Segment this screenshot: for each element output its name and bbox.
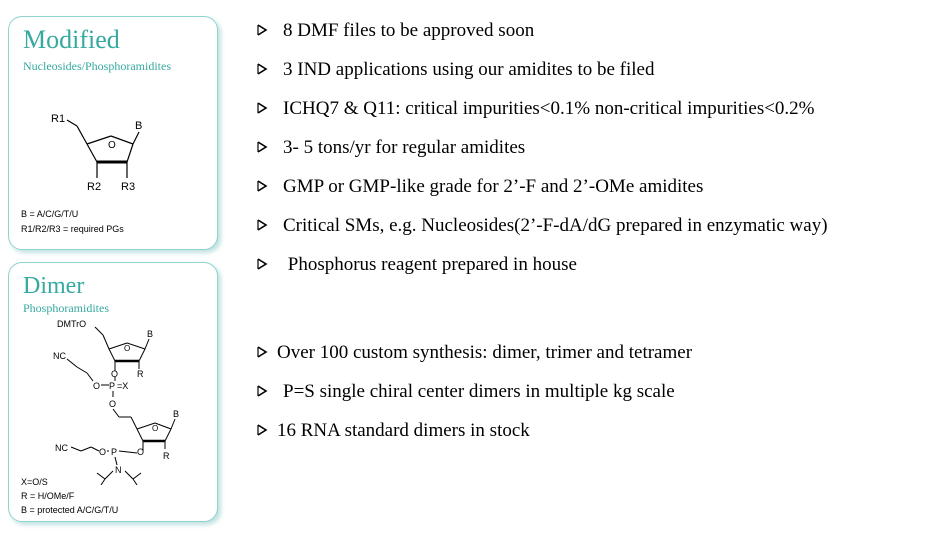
dimer-o3-label: O	[109, 399, 117, 409]
dimer-title: Dimer	[23, 273, 85, 299]
modified-title: Modified	[23, 25, 120, 54]
dimer-r1-label: R	[137, 369, 144, 379]
bullet-item: 3 IND applications using our amidites to be filed	[255, 59, 654, 81]
r1-label: R1	[51, 113, 66, 125]
modified-card	[8, 16, 218, 250]
r3-label: R3	[121, 181, 136, 193]
r2-label: R2	[87, 181, 102, 193]
dimer-r2-label: R	[163, 451, 170, 461]
base-label: B	[135, 120, 143, 132]
dimer-note-2: R = H/OMe/F	[21, 491, 75, 501]
modified-subtitle: Nucleosides/Phosphoramidites	[23, 59, 171, 73]
modified-note-2: R1/R2/R3 = required PGs	[21, 224, 124, 234]
arrow-bullet-icon	[255, 218, 269, 232]
bullet-item: ICHQ7 & Q11: critical impurities<0.1% non-critical impurities<0.2%	[255, 98, 815, 120]
dimer-eqx-label: =X	[117, 381, 129, 391]
arrow-bullet-icon	[255, 179, 269, 193]
dimer-subtitle: Phosphoramidites	[23, 301, 109, 315]
bullet-item: P=S single chiral center dimers in multiple kg scale	[255, 381, 675, 403]
dimer-structure	[9, 315, 217, 485]
nucleoside-structure	[9, 112, 217, 212]
dimer-ring-o2: O	[152, 424, 159, 433]
dimer-n-label: N	[115, 465, 122, 475]
bullet-item: 3- 5 tons/yr for regular amidites	[255, 137, 525, 159]
bullet-item: 8 DMF files to be approved soon	[255, 20, 534, 42]
bullet-item: GMP or GMP-like grade for 2’-F and 2’-OMe amidites	[255, 176, 703, 198]
dmtro-label: DMTrO	[57, 319, 87, 329]
arrow-bullet-icon	[255, 140, 269, 154]
bullet-item: Phosphorus reagent prepared in house	[255, 254, 577, 276]
modified-note-1: B = A/C/G/T/U	[21, 209, 79, 219]
dimer-note-3: B = protected A/C/G/T/U	[21, 505, 119, 515]
dimer-ring-o1: O	[124, 344, 131, 353]
arrow-bullet-icon	[255, 257, 269, 271]
dimer-card	[8, 262, 218, 522]
arrow-bullet-icon	[255, 101, 269, 115]
arrow-bullet-icon	[255, 62, 269, 76]
dimer-p2-label: P	[111, 447, 118, 457]
dimer-o4-label: O	[99, 447, 107, 457]
arrow-bullet-icon	[255, 384, 269, 398]
arrow-bullet-icon	[255, 23, 269, 37]
dimer-o2-label: O	[93, 381, 101, 391]
bullet-item: Over 100 custom synthesis: dimer, trimer and tetramer	[255, 342, 692, 364]
dimer-b1-label: B	[147, 329, 154, 339]
nc1-label: NC	[53, 351, 66, 361]
dimer-note-1: X=O/S	[21, 477, 48, 487]
bullet-item: 16 RNA standard dimers in stock	[255, 420, 530, 442]
nc2-label: NC	[55, 443, 68, 453]
arrow-bullet-icon	[255, 423, 269, 437]
ring-oxygen: O	[108, 140, 116, 151]
dimer-b2-label: B	[173, 409, 180, 419]
bullet-item: Critical SMs, e.g. Nucleosides(2’-F-dA/dG prepared in enzymatic way)	[255, 215, 828, 237]
arrow-bullet-icon	[255, 345, 269, 359]
dimer-o5-label: O	[137, 447, 145, 457]
dimer-o1-label: O	[111, 369, 119, 379]
dimer-p1-label: P	[109, 381, 116, 391]
